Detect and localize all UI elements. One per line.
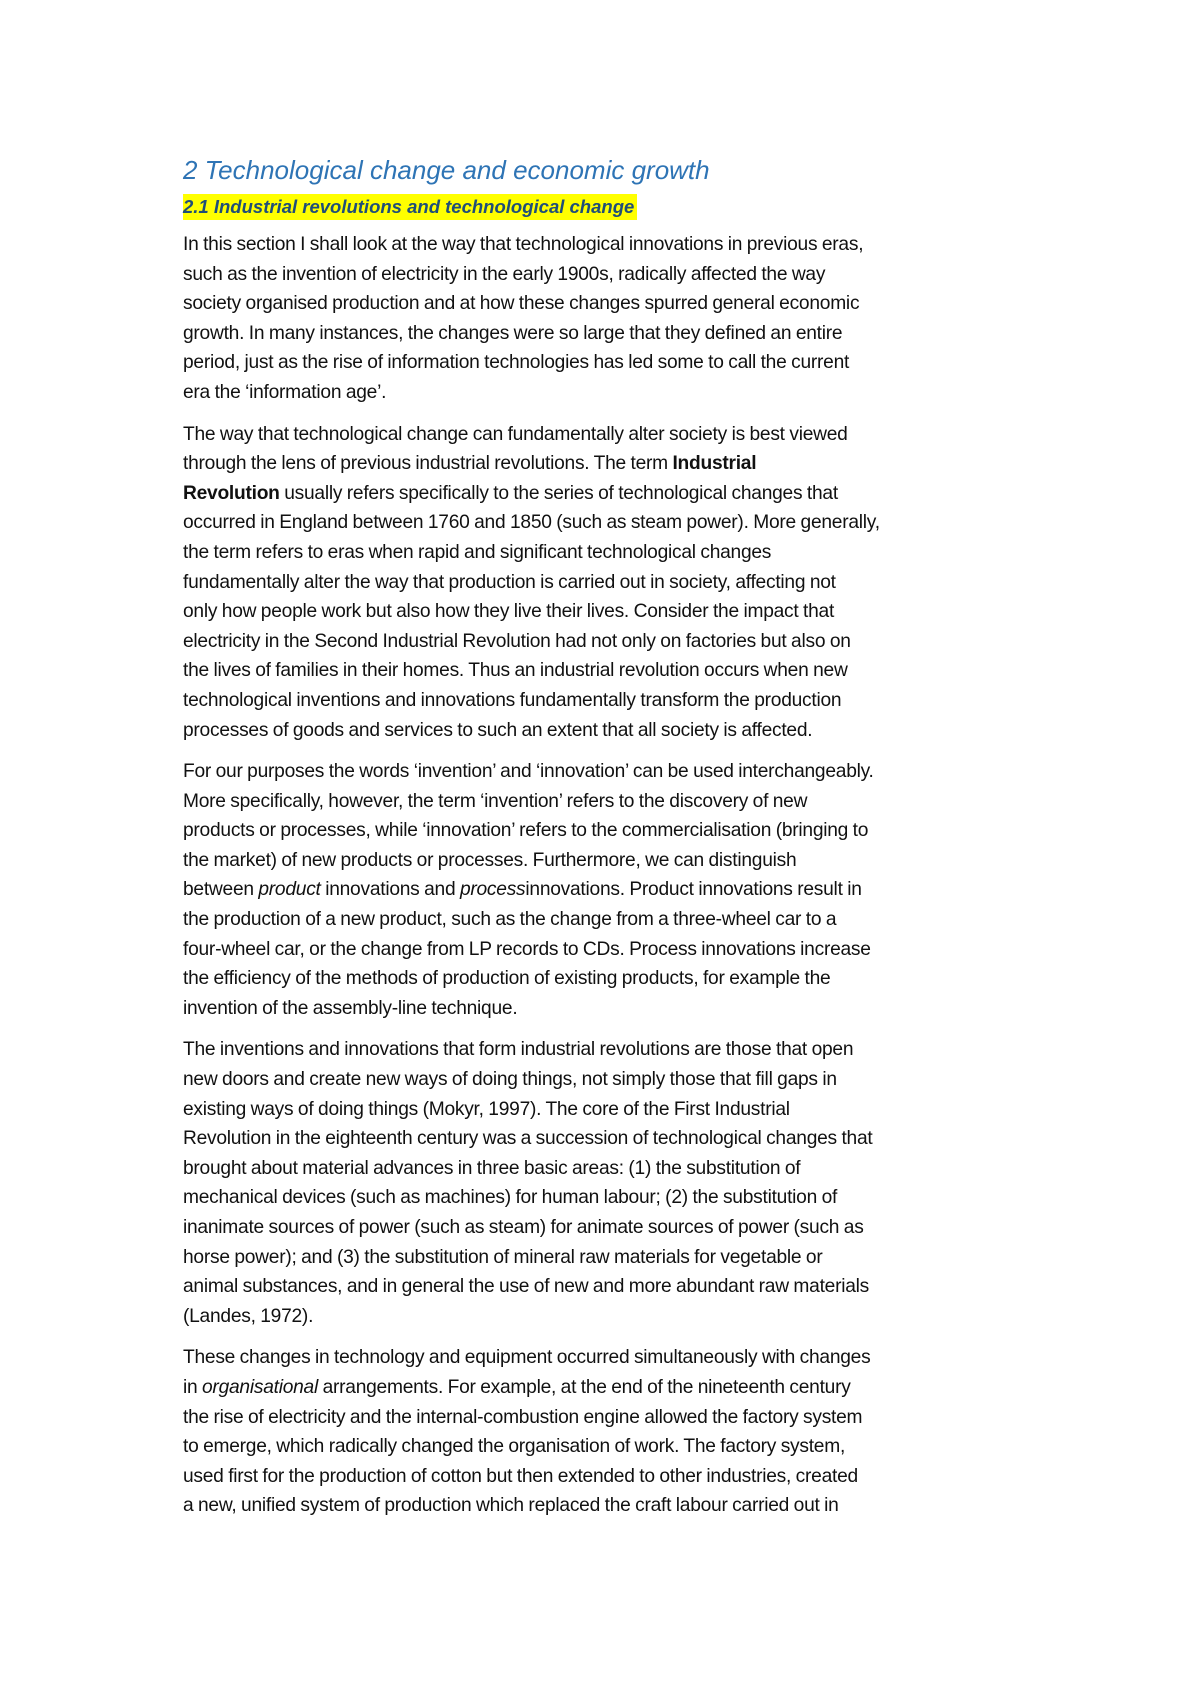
- text-line: four-wheel car, or the change from LP records to CDs. Process innovations increase: [183, 938, 871, 960]
- paragraph-2: [183, 420, 1033, 746]
- italic-term: organisational: [202, 1376, 318, 1398]
- italic-term: process: [459, 879, 526, 901]
- text-line: brought about material advances in three basic areas: (1) the substitution of: [183, 1157, 801, 1179]
- document-body: [183, 152, 1033, 1533]
- text-line: inanimate sources of power (such as steam) for animate sources of power (such as: [183, 1217, 864, 1238]
- paragraph-5: [183, 1343, 1033, 1521]
- text-line: the term refers to eras when rapid and significant technological changes: [183, 541, 772, 563]
- text-line: a new, unified system of production which replaced the craft labour carried out in: [183, 1495, 839, 1517]
- text-line: period, just as the rise of information technologies has led some to call the current: [183, 352, 850, 374]
- text-line: the production of a new product, such as the change from a three-wheel car to a: [183, 909, 837, 931]
- text-line: invention of the assembly-line technique.: [183, 997, 518, 1019]
- text-line: the rise of electricity and the internal-combustion engine allowed the factory system: [183, 1406, 863, 1428]
- text-line: the market) of new products or processes. Furthermore, we can distinguish: [183, 849, 797, 871]
- text-run: through the lens of previous industrial revolutions. The term: [183, 453, 673, 475]
- text-line: Revolution in the eighteenth century was a succession of technological changes that: [183, 1128, 873, 1150]
- paragraph-4: [183, 1035, 1033, 1331]
- text-line: For our purposes the words ‘invention’ and ‘innovation’ can be used interchangeably.: [183, 761, 874, 783]
- text-line: era the ‘information age’.: [183, 381, 387, 403]
- text-line: the lives of families in their homes. Thus an industrial revolution occurs when new: [183, 660, 848, 682]
- text-line: electricity in the Second Industrial Revolution had not only on factories but also on: [183, 630, 851, 652]
- text-line: [183, 449, 1033, 479]
- text-run: innovations and: [320, 879, 460, 901]
- paragraph-1: [183, 230, 1033, 408]
- bold-term: Industrial: [672, 453, 757, 475]
- text-run: usually refers specifically to the series of technological changes that: [279, 482, 838, 504]
- text-line: More specifically, however, the term ‘invention’ refers to the discovery of new: [183, 790, 808, 812]
- subheading-wrapper: [183, 194, 1033, 230]
- text-line: only how people work but also how they live their lives. Consider the impact that: [183, 601, 835, 623]
- text-run: innovations. Product innovations result in: [525, 879, 862, 901]
- text-run: arrangements. For example, at the end of the nineteenth century: [318, 1376, 851, 1398]
- paragraph-3: [183, 757, 1033, 1023]
- text-line: [183, 1373, 1033, 1403]
- text-line: The way that technological change can fundamentally alter society is best viewed: [183, 423, 848, 445]
- text-line: occurred in England between 1760 and 1850 (such as steam power). More generally,: [183, 512, 880, 534]
- text-line: [183, 875, 1033, 905]
- text-run: in: [183, 1376, 203, 1398]
- text-line: processes of goods and services to such an extent that all society is affected.: [183, 719, 813, 741]
- text-line: to emerge, which radically changed the organisation of work. The factory system,: [183, 1436, 846, 1458]
- text-line: the efficiency of the methods of production of existing products, for example the: [183, 968, 831, 990]
- text-run: between: [183, 879, 259, 901]
- text-line: existing ways of doing things (Mokyr, 1997). The core of the First Industrial: [183, 1098, 790, 1120]
- text-line: animal substances, and in general the use of new and more abundant raw materials: [183, 1276, 869, 1298]
- text-line: In this section I shall look at the way that technological innovations in previous eras,: [183, 234, 864, 255]
- text-line: society organised production and at how these changes spurred general economic: [183, 293, 860, 315]
- text-line: horse power); and (3) the substitution of mineral raw materials for vegetable or: [183, 1246, 823, 1268]
- text-line: technological inventions and innovations fundamentally transform the production: [183, 689, 842, 711]
- text-line: mechanical devices (such as machines) for human labour; (2) the substitution of: [183, 1187, 838, 1209]
- text-line: used first for the production of cotton but then extended to other industries, created: [183, 1465, 858, 1487]
- text-line: products or processes, while ‘innovation’ refers to the commercialisation (bringing to: [183, 820, 869, 842]
- text-line: [183, 479, 1033, 509]
- subsection-heading: 2.1 Industrial revolutions and technological change: [183, 194, 637, 220]
- text-line: (Landes, 1972).: [183, 1305, 314, 1327]
- italic-term: product: [258, 879, 321, 901]
- text-line: new doors and create new ways of doing things, not simply those that fill gaps in: [183, 1069, 837, 1091]
- text-line: growth. In many instances, the changes were so large that they defined an entire: [183, 322, 843, 344]
- section-heading: 2 Technological change and economic growth: [183, 155, 710, 185]
- text-line: The inventions and innovations that form industrial revolutions are those that open: [183, 1039, 854, 1061]
- text-line: These changes in technology and equipment occurred simultaneously with changes: [183, 1347, 871, 1369]
- bold-term: Revolution: [183, 482, 280, 504]
- text-line: such as the invention of electricity in the early 1900s, radically affected the way: [183, 263, 826, 285]
- text-line: fundamentally alter the way that production is carried out in society, affecting not: [183, 571, 836, 593]
